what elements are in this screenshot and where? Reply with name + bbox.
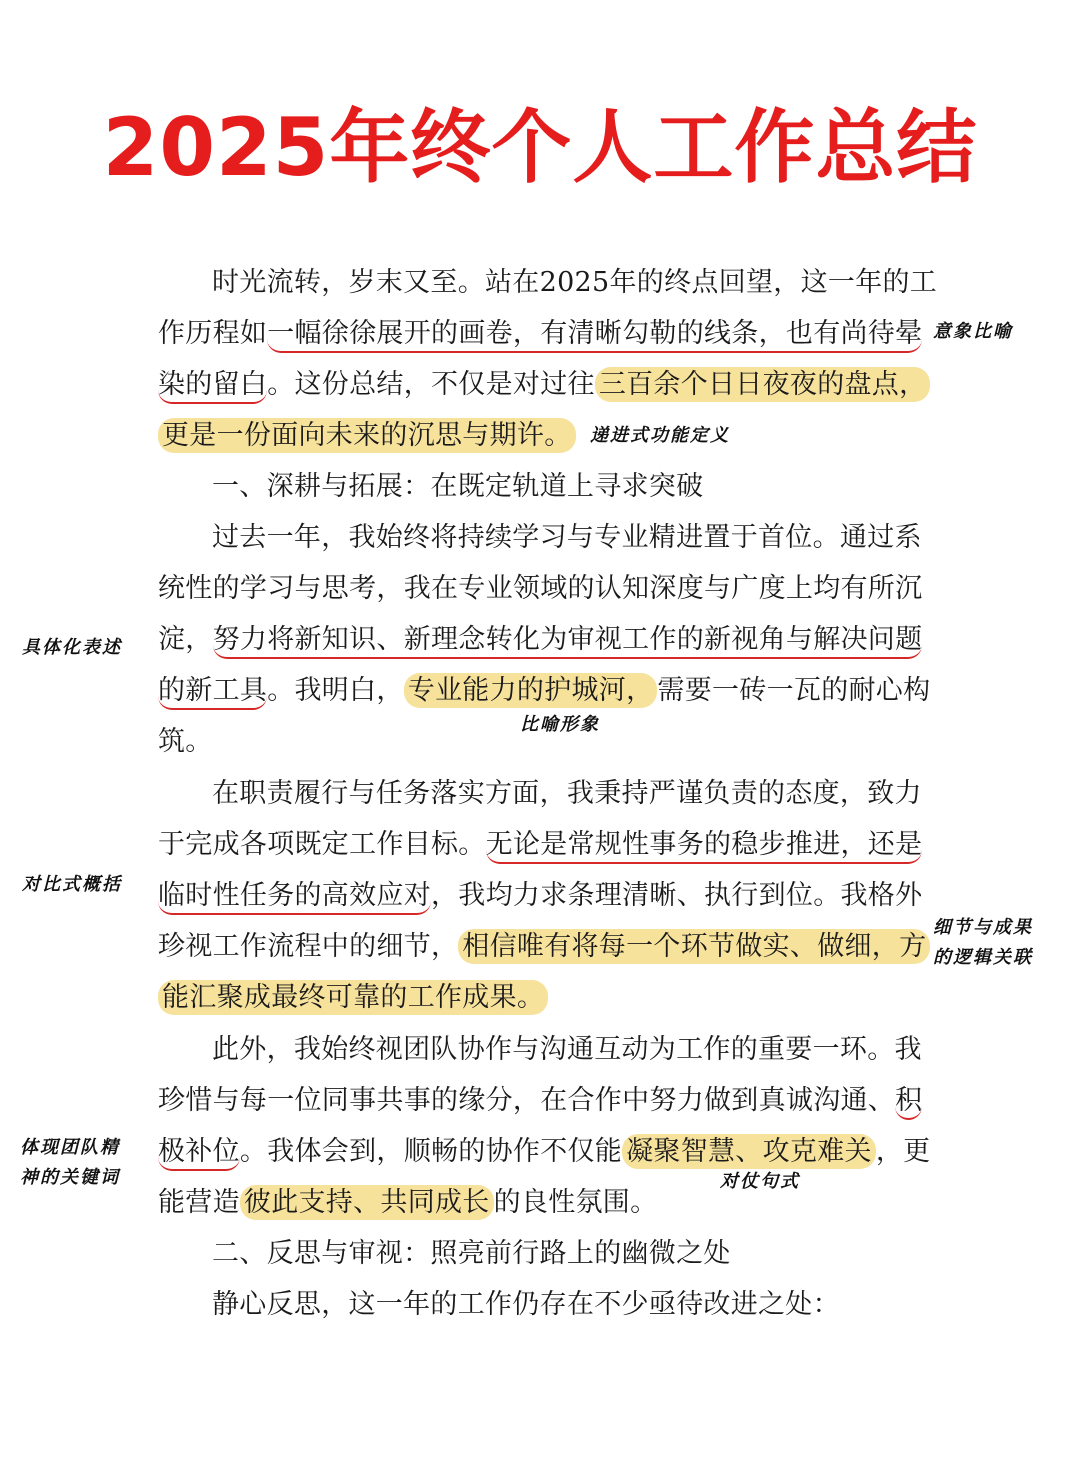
annotation-note: 神的关键词 (20, 1167, 120, 1188)
text-line (158, 875, 922, 917)
annotation-note: 的逻辑关联 (933, 947, 1033, 968)
text-segment: 。我体会到，顺畅的协作不仅能 (239, 1136, 623, 1167)
highlighted-phrase: 更是一份面向未来的沉思与期许。 (158, 418, 576, 453)
section-heading-1 (212, 466, 703, 508)
text-segment: 统性的学习与思考，我在专业领域的认知深度与广度上均有所沉 (158, 573, 923, 604)
text-segment: 的良性氛围。 (493, 1187, 658, 1218)
text-line (158, 415, 576, 457)
text-line (158, 824, 922, 866)
annotation-note: 对仗句式 (720, 1171, 800, 1192)
highlighted-phrase: 相信唯有将每一个环节做实、做细，方 (458, 929, 930, 964)
underlined-phrase: 努力将新知识、新理念转化为审视工作的新视角与解决问题 (213, 624, 923, 659)
highlighted-phrase: 能汇聚成最终可靠的工作成果。 (158, 980, 548, 1015)
text-line (212, 517, 922, 559)
heading-text: 二、反思与审视：照亮前行路上的幽微之处 (212, 1238, 731, 1269)
text-line (212, 262, 937, 304)
text-segment: 珍惜与每一位同事共事的缘分，在合作中努力做到真诚沟通、 (158, 1085, 896, 1116)
text-segment: 珍视工作流程中的细节， (158, 931, 459, 962)
annotation-note: 意象比喻 (933, 321, 1013, 342)
text-line (158, 721, 213, 763)
annotation-note: 体现团队精 (20, 1137, 120, 1158)
text-line (158, 670, 930, 712)
text-segment: 筑。 (158, 726, 213, 757)
text-segment: 在职责履行与任务落实方面，我秉持严谨负责的态度，致力 (212, 778, 922, 809)
annotation-note: 对比式概括 (22, 874, 122, 895)
underlined-phrase: 无论是常规性事务的稳步推进，还是 (486, 829, 923, 864)
annotation-note: 递进式功能定义 (590, 425, 730, 446)
text-segment: 。这份总结，不仅是对过往 (267, 369, 595, 400)
text-line (158, 926, 930, 968)
text-line (158, 1080, 922, 1122)
annotation-note: 具体化表述 (22, 637, 122, 658)
highlighted-phrase: 三百余个日日夜夜的盘点， (595, 367, 931, 402)
text-segment: ，我均力求条理清晰、执行到位。我格外 (431, 880, 923, 911)
text-line (212, 773, 922, 815)
text-line (212, 1029, 922, 1071)
text-line (212, 1284, 840, 1326)
text-segment: 作历程如 (158, 318, 268, 349)
text-line (158, 313, 922, 355)
heading-text: 一、深耕与拓展：在既定轨道上寻求突破 (212, 471, 704, 502)
text-segment: 此外，我始终视团队协作与沟通互动为工作的重要一环。我 (212, 1034, 922, 1065)
text-segment: 能营造 (158, 1187, 240, 1218)
section-heading-2 (212, 1233, 731, 1275)
text-line (158, 977, 548, 1019)
underlined-phrase: 一幅徐徐展开的画卷，有清晰勾勒的线条，也有尚待晕 (267, 318, 922, 353)
text-segment: 于完成各项既定工作目标。 (158, 829, 486, 860)
text-line (158, 619, 922, 661)
underlined-phrase: 的新工具 (158, 675, 267, 710)
text-segment: ，更 (875, 1136, 931, 1167)
text-segment: 需要一砖一瓦的耐心构 (657, 675, 931, 706)
text-segment: 。我明白， (267, 675, 404, 706)
highlighted-phrase: 凝聚智慧、攻克难关 (622, 1134, 876, 1169)
text-line (158, 364, 930, 406)
text-line (158, 568, 922, 610)
page-title: 2025年终个人工作总结 (102, 101, 978, 194)
annotation-note: 细节与成果 (933, 917, 1033, 938)
underlined-phrase: 染的留白 (158, 369, 267, 404)
text-segment: 静心反思，这一年的工作仍存在不少亟待改进之处： (212, 1289, 840, 1320)
text-segment: 过去一年，我始终将持续学习与专业精进置于首位。通过系 (212, 522, 922, 553)
annotation-note: 比喻形象 (520, 714, 600, 735)
text-line (158, 1182, 657, 1224)
text-segment: 时光流转，岁末又至。站在2025年的终点回望，这一年的工 (212, 267, 938, 298)
underlined-phrase: 临时性任务的高效应对 (158, 880, 431, 915)
text-line (158, 1131, 930, 1173)
underlined-phrase: 极补位 (158, 1136, 240, 1171)
highlighted-phrase: 彼此支持、共同成长 (240, 1185, 494, 1220)
text-segment: 淀， (158, 624, 213, 655)
highlighted-phrase: 专业能力的护城河， (404, 673, 658, 708)
underlined-phrase: 积 (895, 1085, 922, 1120)
